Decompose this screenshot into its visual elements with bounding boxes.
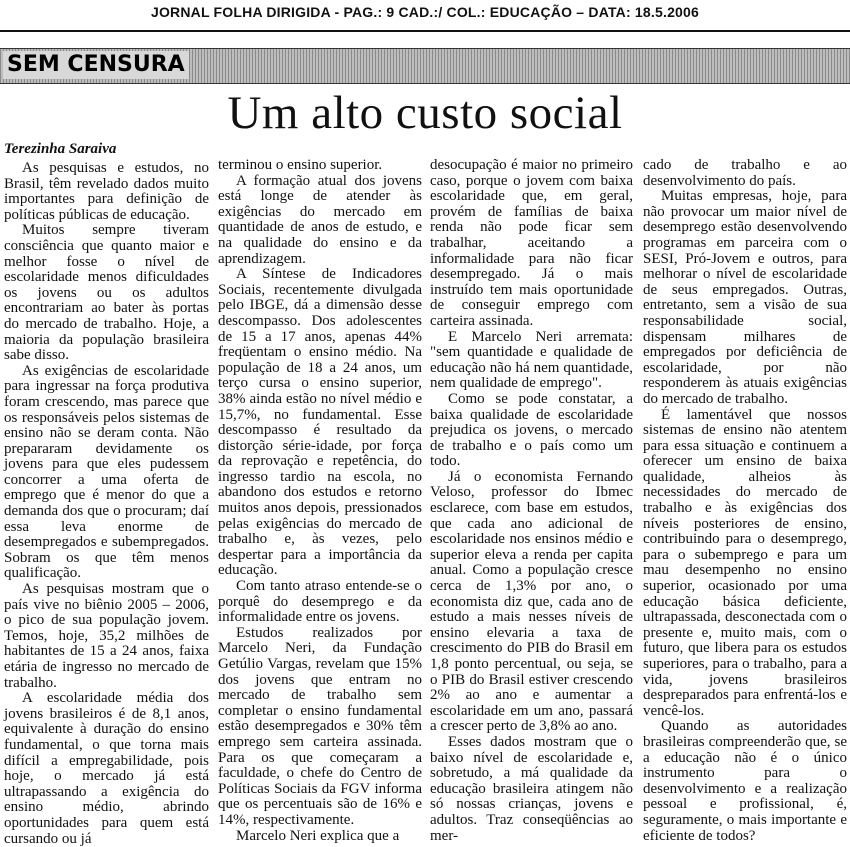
paragraph: É lamentável que nossos sistemas de ensino não atentem para essa situação e continuem a oferecer um ensino de baixa qualidade, alheios às necessidades do mercado de trabalho e às exigências dos níveis posteriores de ensino, contribuindo para o desemprego, para o subemprego e para um mau desempenho no ensino superior, ocasionado por uma educação básica deficiente, ultrapassada, desconectada com o presente e, muito mais, com o futuro, que libera para os estudos superiores, para o trabalho, para a vida, jovens brasileiros despreparados para enfrentá-los e vencê-los. — [643, 406, 847, 719]
paragraph: A escolaridade média dos jovens brasileiros é de 8,1 anos, equivalente à duração do ensino fundamental, o que torna mais difícil a empregabilidade, pois hoje, o mercado já está ultrapassando a exigência do ensino médio, abrindo oportunidades para quem está cursando ou já — [4, 690, 209, 847]
article-column-4 — [643, 157, 847, 844]
paragraph: As pesquisas mostram que o país vive no biênio 2005 – 2006, o pico de sua população jovem. Temos, hoje, 35,2 milhões de habitantes de 15 a 24 anos, faixa etária de ingresso no mercado de trabalho. — [4, 581, 209, 691]
article-column-2 — [218, 157, 422, 844]
paragraph: Já o economista Fernando Veloso, professor do Ibmec esclarece, com base em estudos, que cada ano adicional de escolaridade nos ensinos médio e superior eleva a renda per capita anual. Como a população cresce cerca de 1,3% por ano, o economista diz que, cada ano de estudo a mais nesses níveis de ensino elevaria a taxa de crescimento do PIB do Brasil em 1,8 ponto percentual, ou seja, se o PIB do Brasil estiver crescendo 2% ao ano e aumentar a escolaridade em um ano, passará a crescer perto de 3,8% ao ano. — [430, 468, 633, 735]
paragraph: desocupação é maior no primeiro caso, porque o jovem com baixa escolaridade que, em geral, provém de famílias de baixa renda não pode ficar sem trabalhar, aceitando a informalidade para não ficar desempregado. Já o mais instruído tem mais oportunidade de conseguir emprego com carteira assinada. — [430, 157, 633, 329]
section-band — [0, 48, 850, 84]
paragraph: Como se pode constatar, a baixa qualidade de escolaridade prejudica os jovens, o mercado de trabalho e o país como um todo. — [430, 390, 633, 470]
paragraph: Marcelo Neri explica que a — [236, 827, 400, 844]
section-label: SEM CENSURA — [3, 51, 189, 79]
paragraph: A formação atual dos jovens está longe de atender às exigências do mercado em quantidade de anos de estudo, e na qualidade do ensino e da aprendizagem. — [218, 172, 422, 267]
paragraph: terminou o ensino superior. — [218, 157, 383, 173]
article-title: Um alto custo social — [227, 87, 623, 139]
article-column-3 — [430, 157, 633, 844]
paragraph: A Síntese de Indicadores Sociais, recentemente divulgada pelo IBGE, dá a dimensão desse descompasso. Dos adolescentes de 15 a 17 anos, apenas 44% freqüentam o ensino médio. Na população de 18 a 24 anos, um terço cursa o ensino superior, 38% ainda estão no nível médio e 15,7%, no fundamental. Esse descompasso é resultado da distorção série-idade, por força da reprovação e repetência, do ingresso tardio na escola, no abandono dos estudos e retorno muitos anos depois, pressionados pelas exigências do mercado de trabalho e, às vezes, pelo despertar para a importância da educação. — [218, 266, 422, 579]
paragraph: As pesquisas e estudos, no Brasil, têm revelado dados muito importantes para definição de políticas públicas de educação. — [4, 160, 209, 223]
article-author: Terezinha Saraiva — [4, 141, 117, 157]
masthead: JORNAL FOLHA DIRIGIDA - PAG.: 9 CAD.:/ COL.: EDUCAÇÃO – DATA: 18.5.2006 — [150, 4, 700, 20]
paragraph: cado de trabalho e ao desenvolvimento do país. — [643, 157, 847, 189]
paragraph: Esses dados mostram que o baixo nível de escolaridade e, sobretudo, a má qualidade da educação brasileira atingem não só nossas crianças, jovens e adultos. Traz conseqüências ao mer- — [430, 733, 633, 844]
paragraph: Com tanto atraso entende-se o porquê do desemprego e da informalidade entre os jovens. — [218, 578, 422, 626]
paragraph: Estudos realizados por Marcelo Neri, da Fundação Getúlio Vargas, revelam que 15% dos jovens que entram no mercado de trabalho sem completar o ensino fundamental estão desempregados e 30% têm emprego sem carteira assinada. Para os que começaram a faculdade, o chefe do Centro de Políticas Sociais da FGV informa que os percentuais são de 16% e 14%, respectivamente. — [218, 624, 422, 828]
paragraph: Muitas empresas, hoje, para não provocar um maior nível de desemprego estão desenvolvendo programas em parceira com o SESI, Pró-Jovem e outros, para melhorar o nível de escolaridade de seus empregados. Outras, entretanto, sem a visão de sua responsabilidade social, dispensam milhares de empregados por deficiência de escolaridade, por não responderem às atuais exigências do mercado de trabalho. — [643, 188, 847, 407]
paragraph: E Marcelo Neri arremata: "sem quantidade e qualidade de educação não há nem quantidade, nem qualidade de emprego". — [430, 328, 633, 392]
paragraph: Quando as autoridades brasileiras compreenderão que, se a educação não é o único instrumento para o desenvolvimento e a realização pessoal e profissional, é, seguramente, o mais importante e eficiente de todos? — [643, 718, 847, 844]
masthead-rule — [0, 30, 850, 32]
paragraph: Muitos sempre tiveram consciência que quanto maior e melhor fosse o nível de escolaridade menos dificuldades os jovens ou os adultos encontrariam ao bater às portas do mercado de trabalho. Hoje, a maioria da população brasileira sabe disso. — [4, 222, 209, 364]
article-column-1 — [4, 160, 209, 847]
paragraph: As exigências de escolaridade para ingressar na força produtiva foram crescendo, mas parece que os responsáveis pelos sistemas de ensino não se deram conta. Não prepararam devidamente os jovens para que eles pudessem concorrer a uma oferta de emprego que é menor do que a demanda dos que o procuram; daí essa leva enorme de desempregados e subempregados. Sobram os que têm menos qualificação. — [4, 362, 209, 582]
